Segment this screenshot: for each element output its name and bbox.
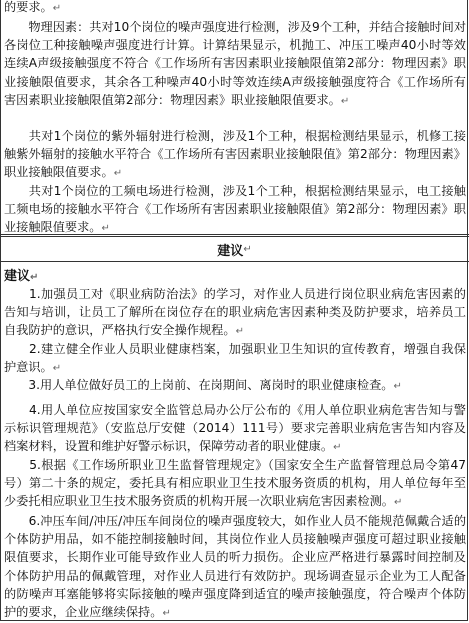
top-paragraph-2: 物理因素：共对10个岗位的噪声强度进行检测，涉及9个工种，并结合接触时间对各岗位工种接触噪声强度进行计算。计算结果显示，机抛工、冲压工噪声40小时等效连续A声级接触强度不符合《工作场所有害因素职业接触限值第2部分：物理因素》职业接触限值要求，其余各工种噪声40小时等效连续A声级接触强度符合《工作场所有害因素职业接触限值第2部分：物理因素》职业接触限值要求。↵ [4,20,467,107]
suggestions-title: 建议↵ [4,269,39,284]
suggestion-item-6: 6.冲压车间/冲压/冲压车间岗位的噪声强度较大，如作业人员不能规范佩戴合适的个体防护用品，如不能控制接触时间，其岗位作业人员接触噪声强度可超过职业接触限值要求，长期作业可能导致作业人员的听力损伤。企业应严格进行暴露时间控制及个体防护用品的佩戴管理，对作业人员进行有效防护。现场调查显示企业为工人配备的防噪声耳塞能够将实际接触的噪声强度降到适宜的噪声接触强度，符合噪声个体防护的要求，企业应继续保持。↵ [4,514,467,620]
suggestion-item-2: 2.建立健全作业人员职业健康档案，加强职业卫生知识的宣传教育，增强自我保护意识。↵ [4,342,466,375]
top-paragraph-3: 共对1个岗位的紫外辐射进行检测，涉及1个工种，根据检测结果显示，机修工接触紫外辐射的接触水平符合《工作场所有害因素职业接触限值》第2部分：物理因素》职业接触限值要求。↵ [4,129,466,180]
suggestion-item-1: 1.加强员工对《职业病防治法》的学习，对作业人员进行岗位职业病危害因素的告知与培训，让员工了解所在岗位存在的职业病危害因素种类及防护要求，培养员工自我防护的意识，严格执行安全操作规程。↵ [4,287,466,338]
top-paragraph-4: 共对1个岗位的工频电场进行检测，涉及1个工种，根据检测结果显示，电工接触工频电场的接触水平符合《工作场所有害因素职业接触限值》第2部分：物理因素》职业接触限值要求。↵ [4,184,466,235]
section-heading-row: 建议 ↵ [0,237,469,261]
suggestion-item-3: 3.用人单位做好员工的上岗前、在岗期间、离岗时的职业健康检查。↵ [28,378,402,392]
suggestion-item-5: 5.根据《工作场所职业卫生监督管理规定》（国家安全生产监督管理总局令第47号）第二十条的规定，委托具有相应职业卫生技术服务资质的机构，用人单位每年至少委托相应职业卫生技术服务资质的机构开展一次职业病危害因素检测。↵ [4,458,467,509]
top-paragraph-1: 的要求。↵ [4,0,62,14]
section-heading: 建议 [217,243,244,259]
suggestion-item-4: 4.用人单位应按国家安全监管总局办公厅公布的《用人单位职业病危害告知与警示标识管理规范》（安监总厅安健（2014）111号）要求完善职业病危害告知内容及档案材料，设置和维护好警示标识，保障劳动者的职业健康。↵ [4,403,466,454]
section-divider-bottom [0,261,469,262]
